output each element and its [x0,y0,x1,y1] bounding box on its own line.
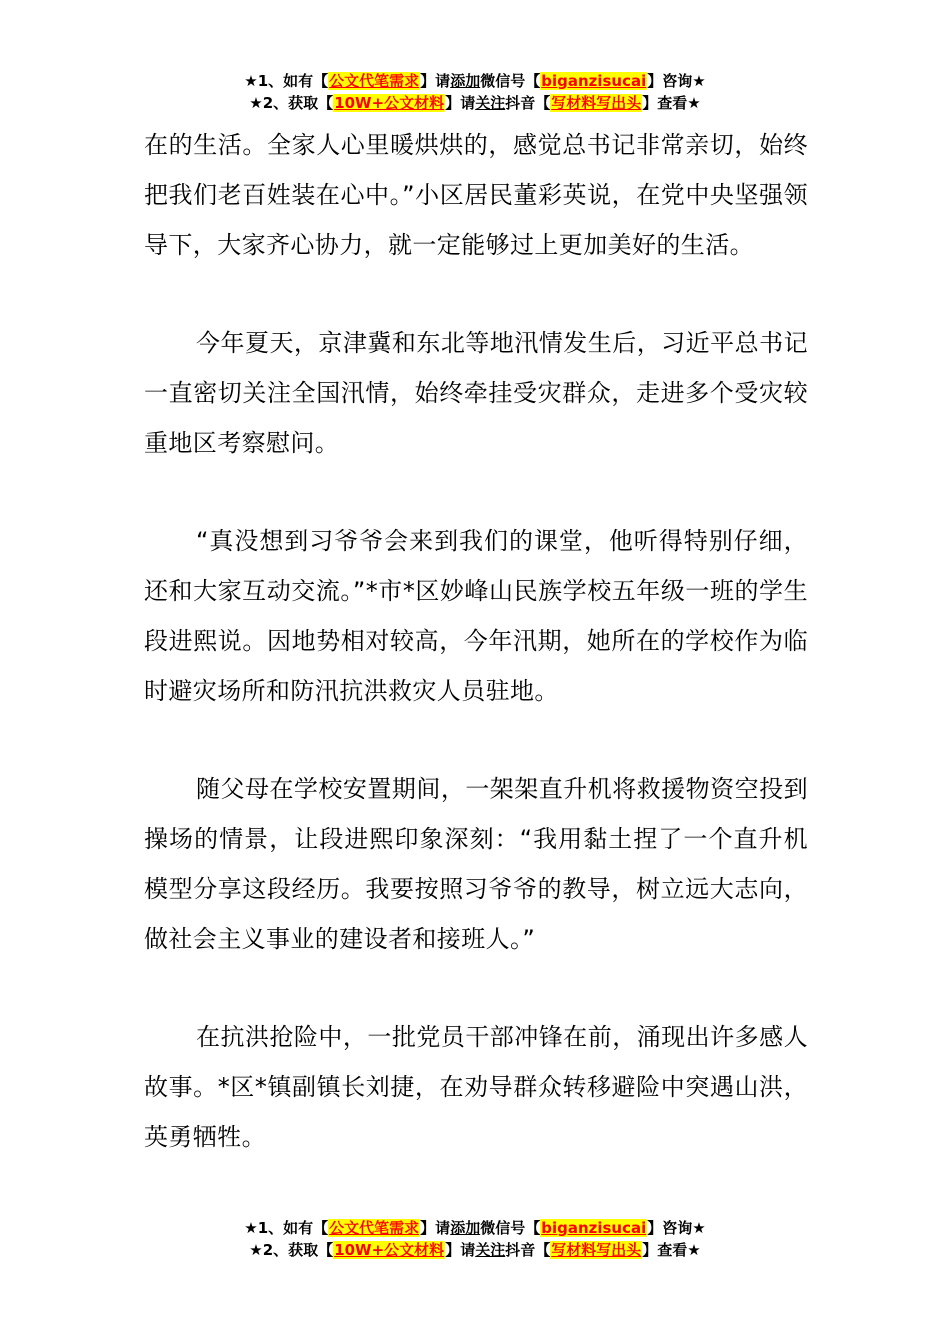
paragraph: “真没想到习爷爷会来到我们的课堂，他听得特别仔细，还和大家互动交流。”*市*区妙峰山民族学校五年级一班的学生段进熙说。因地势相对较高，今年汛期，她所在的学校作为临时避灾场所和防汛抗洪救灾人员驻地。 [144,527,808,705]
footer-banner [0,1217,950,1261]
banner-line-2: ★2、获取【10W+公文材料】请关注抖音【写材料写出头】查看★ [249,1241,701,1259]
paragraph: 在的生活。全家人心里暖烘烘的，感觉总书记非常亲切，始终把我们老百姓装在心中。”小区居民董彩英说，在党中央坚强领导下，大家齐心协力，就一定能够过上更加美好的生活。 [144,131,808,259]
banner-highlight: 10W+公文材料 [334,1241,445,1259]
banner-highlight: 公文代笔需求 [329,72,420,90]
banner-line-1: ★1、如有【公文代笔需求】请添加微信号【biganzisucai】咨询★ [244,1219,706,1237]
banner-highlight: 写材料写出头 [551,94,642,112]
banner-line-2: ★2、获取【10W+公文材料】请关注抖音【写材料写出头】查看★ [249,94,701,112]
banner-highlight: biganzisucai [541,72,647,90]
document-body [144,120,808,1162]
banner-line-1: ★1、如有【公文代笔需求】请添加微信号【biganzisucai】咨询★ [244,72,706,90]
banner-highlight: 写材料写出头 [551,1241,642,1259]
banner-highlight: biganzisucai [541,1219,647,1237]
paragraph: 在抗洪抢险中，一批党员干部冲锋在前，涌现出许多感人故事。*区*镇副镇长刘捷，在劝导群众转移避险中突遇山洪，英勇牺牲。 [144,1023,808,1151]
header-banner [0,70,950,114]
paragraph: 今年夏天，京津冀和东北等地汛情发生后，习近平总书记一直密切关注全国汛情，始终牵挂受灾群众，走进多个受灾较重地区考察慰问。 [144,329,808,457]
banner-highlight: 10W+公文材料 [334,94,445,112]
banner-highlight: 公文代笔需求 [329,1219,420,1237]
paragraph: 随父母在学校安置期间，一架架直升机将救援物资空投到操场的情景，让段进熙印象深刻：“我用黏土捏了一个直升机模型分享这段经历。我要按照习爷爷的教导，树立远大志向，做社会主义事业的建设者和接班人。” [144,775,808,953]
